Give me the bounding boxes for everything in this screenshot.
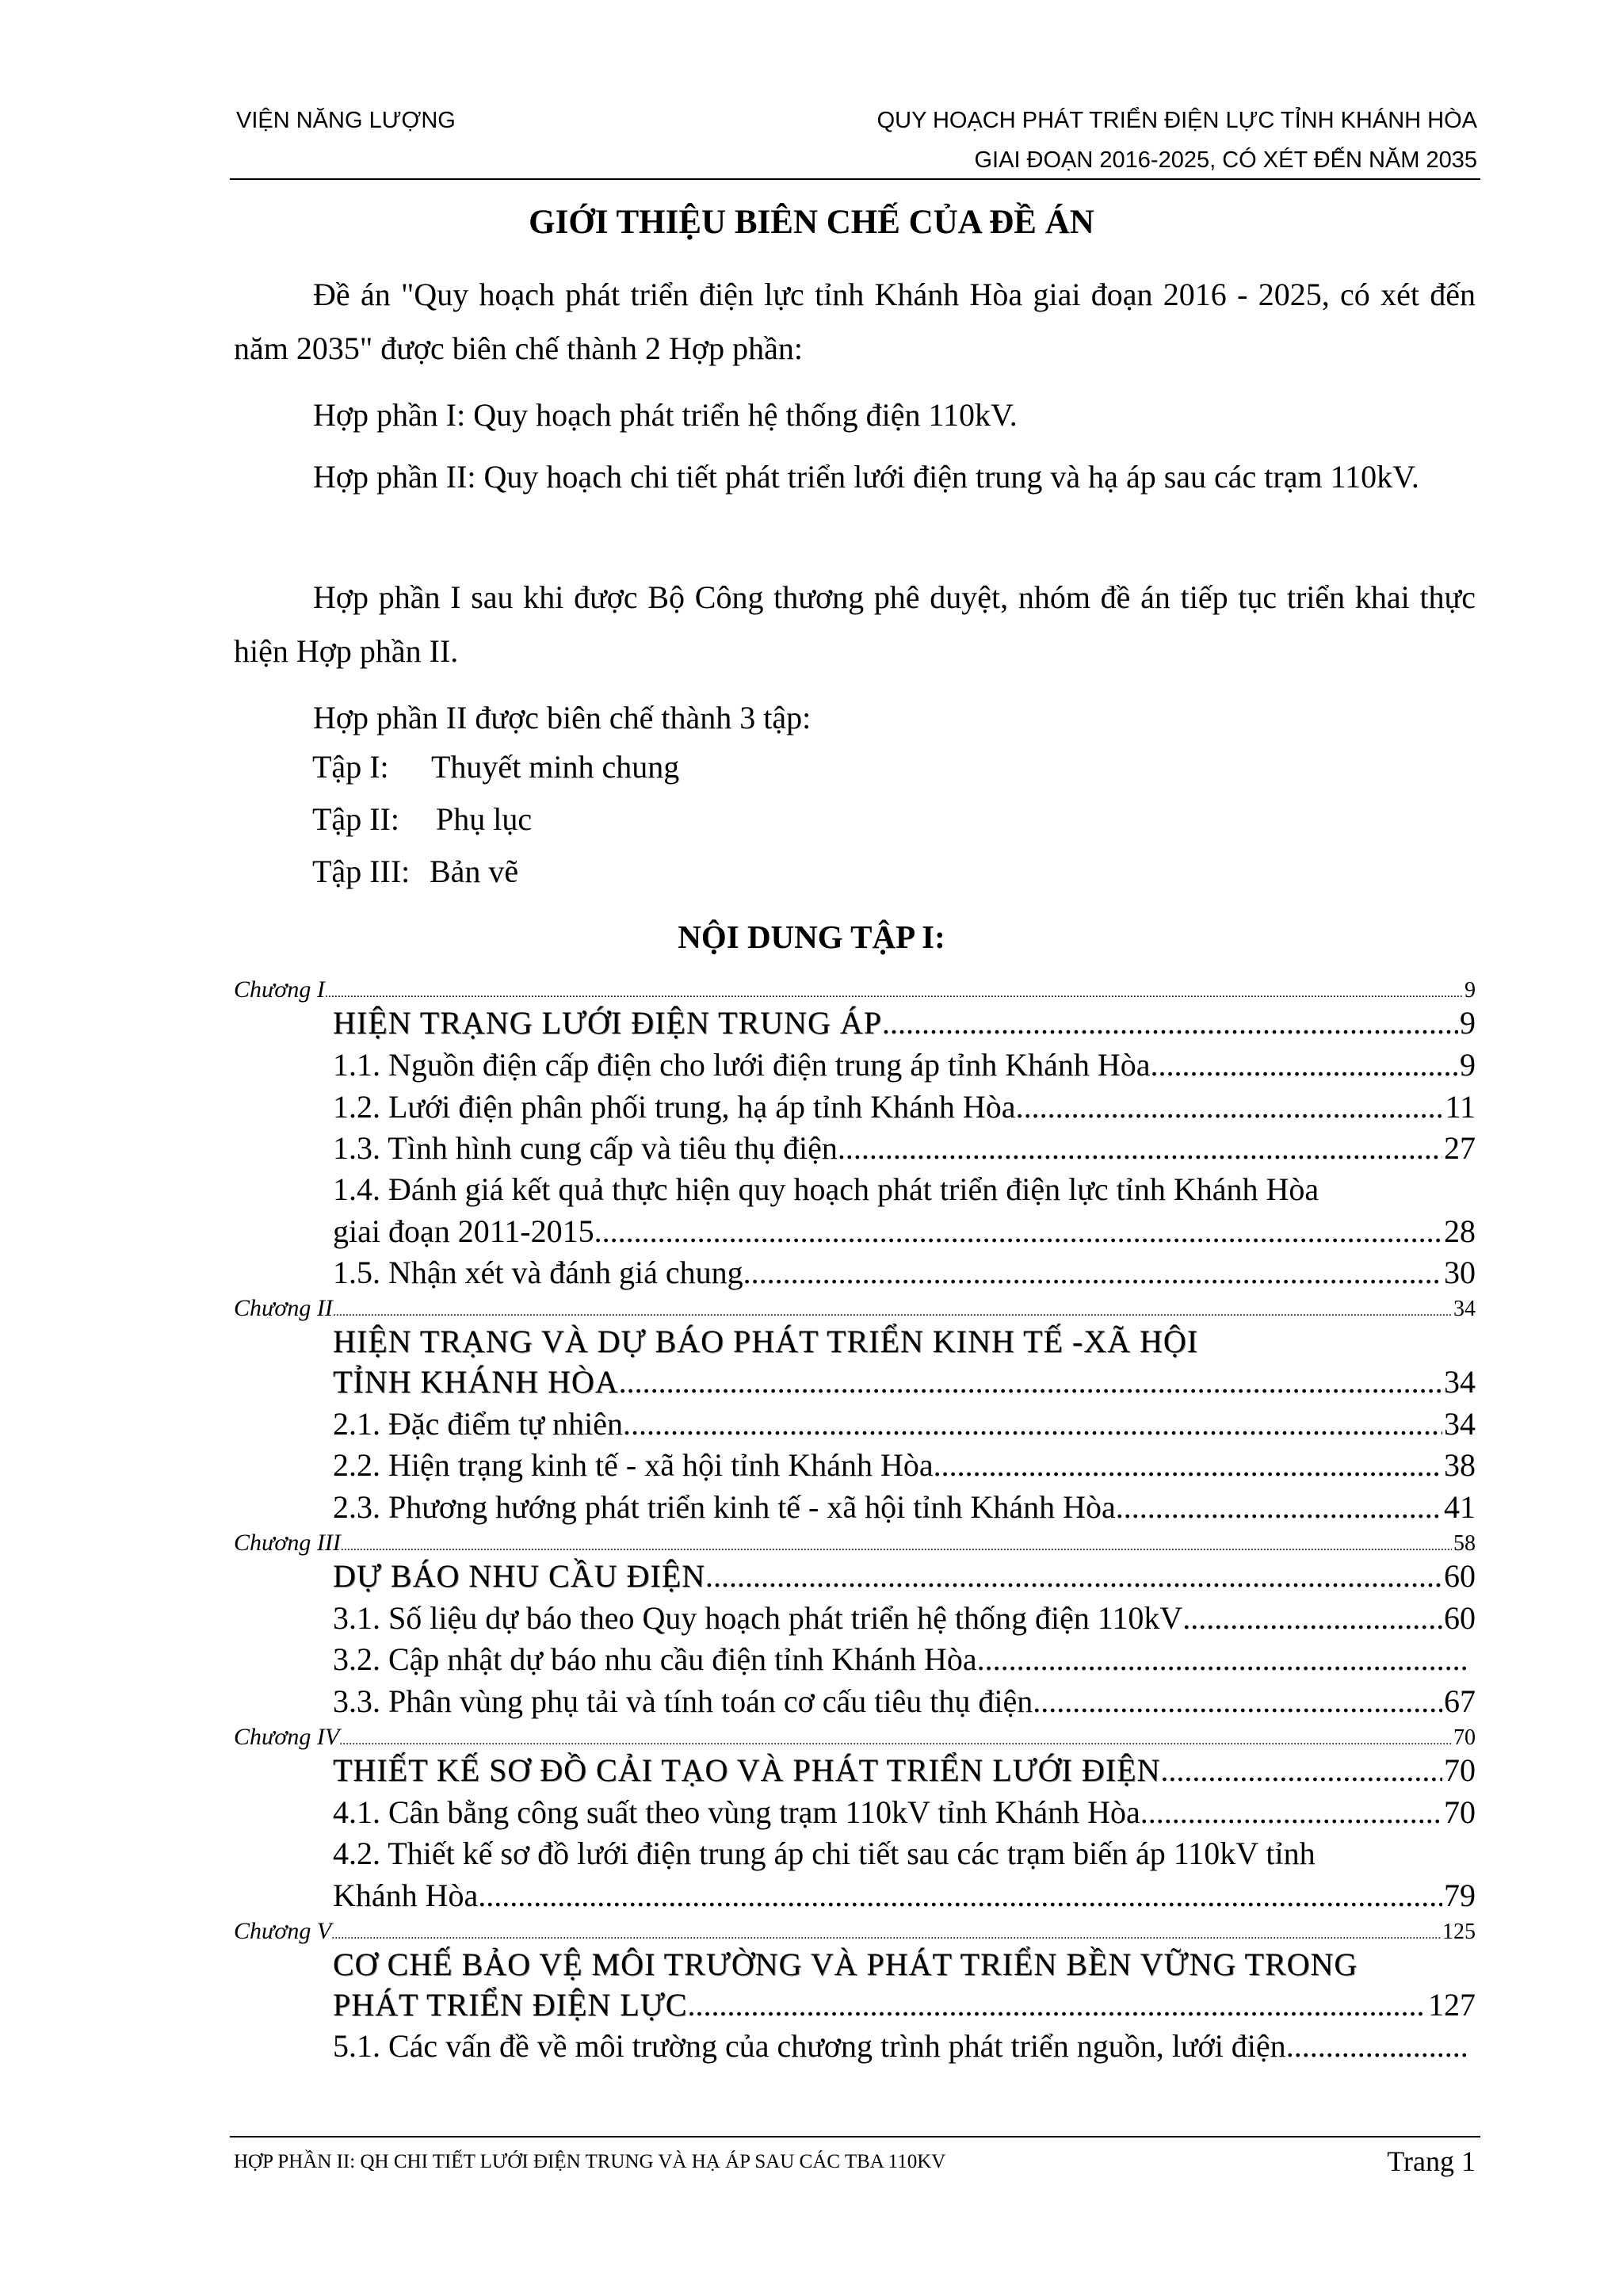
toc-chapter-heading[interactable]: PHÁT TRIỂN ĐIỆN LỰC ..... 127	[333, 1986, 1476, 2023]
header-institute: VIỆN NĂNG LƯỢNG	[236, 108, 456, 133]
toc-section[interactable]: 3.3. Phân vùng phụ tải và tính toán cơ cấu tiêu thụ điện ..... 67	[333, 1683, 1476, 1720]
toc-chapter[interactable]: Chương V ..... 125	[234, 1918, 1476, 1945]
toc-section[interactable]: 1.3. Tình hình cung cấp và tiêu thụ điện ..... 27	[333, 1129, 1476, 1167]
toc-chapter-heading-line[interactable]: HIỆN TRẠNG VÀ DỰ BÁO PHÁT TRIỂN KINH TẾ -XÃ HỘI	[333, 1324, 1199, 1359]
toc-section[interactable]: 2.3. Phương hướng phát triển kinh tế - xã hội tỉnh Khánh Hòa ..... 41	[333, 1488, 1476, 1526]
header-project-title: QUY HOẠCH PHÁT TRIỂN ĐIỆN LỰC TỈNH KHÁNH HÒA	[876, 108, 1477, 133]
toc-chapter-heading[interactable]: HIỆN TRẠNG LƯỚI ĐIỆN TRUNG ÁP ..... 9	[333, 1004, 1476, 1041]
toc-section[interactable]: giai đoạn 2011-2015 ..... 28	[333, 1213, 1476, 1250]
toc-section[interactable]: 1.2. Lưới điện phân phối trung, hạ áp tỉnh Khánh Hòa ..... 11	[333, 1088, 1476, 1125]
toc-chapter[interactable]: Chương II ..... 34	[234, 1295, 1476, 1322]
toc-section[interactable]: 3.1. Số liệu dự báo theo Quy hoạch phát triển hệ thống điện 110kV ..... 60	[333, 1599, 1476, 1637]
page-number: Trang 1	[1387, 2145, 1476, 2177]
toc-chapter[interactable]: Chương I ..... 9	[234, 976, 1476, 1003]
toc-section-line[interactable]: 1.4. Đánh giá kết quả thực hiện quy hoạch phát triển điện lực tỉnh Khánh Hòa	[333, 1171, 1319, 1207]
intro-paragraph-1: Đề án "Quy hoạch phát triển điện lực tỉnh Khánh Hòa giai đoạn 2016 - 2025, có xét đến năm 2035" được biên chế thành 2 Hợp phần:	[234, 277, 1476, 366]
toc-section[interactable]: 2.2. Hiện trạng kinh tế - xã hội tỉnh Khánh Hòa ..... 38	[333, 1446, 1476, 1484]
toc-title: NỘI DUNG TẬP I:	[678, 919, 945, 955]
volume-item: Tập III: Bản vẽ	[312, 854, 519, 889]
footer-component-title: HỢP PHẦN II: QH CHI TIẾT LƯỚI ĐIỆN TRUNG VÀ HẠ ÁP SAU CÁC TBA 110KV	[234, 2151, 946, 2172]
footer-rule	[230, 2136, 1480, 2137]
toc-section[interactable]: Khánh Hòa ..... 79	[333, 1877, 1476, 1914]
toc-chapter-heading[interactable]: THIẾT KẾ SƠ ĐỒ CẢI TẠO VÀ PHÁT TRIỂN LƯỚI ĐIỆN ..... 70	[333, 1752, 1476, 1789]
intro-paragraph-4: Hợp phần I sau khi được Bộ Công thương phê duyệt, nhóm đề án tiếp tục triển khai thực hiện Hợp phần II.	[234, 579, 1476, 669]
toc-section[interactable]: 2.1. Đặc điểm tự nhiên ..... 34	[333, 1405, 1476, 1442]
toc-chapter-heading[interactable]: TỈNH KHÁNH HÒA ..... 34	[333, 1363, 1476, 1400]
volume-item: Tập I: Thuyết minh chung	[312, 749, 680, 785]
page-title: GIỚI THIỆU BIÊN CHẾ CỦA ĐỀ ÁN	[529, 204, 1094, 241]
toc-section[interactable]: 3.2. Cập nhật dự báo nhu cầu điện tỉnh Khánh Hòa .....	[333, 1641, 1468, 1678]
toc-chapter-heading-line[interactable]: CƠ CHẾ BẢO VỆ MÔI TRƯỜNG VÀ PHÁT TRIỂN BỀN VỮNG TRONG	[333, 1946, 1358, 1982]
header-project-period: GIAI ĐOẠN 2016-2025, CÓ XÉT ĐẾN NĂM 2035	[974, 147, 1477, 173]
toc-section[interactable]: 4.1. Cân bằng công suất theo vùng trạm 110kV tỉnh Khánh Hòa ..... 70	[333, 1794, 1476, 1831]
toc-section[interactable]: 1.5. Nhận xét và đánh giá chung ..... 30	[333, 1254, 1476, 1291]
toc-chapter[interactable]: Chương III ..... 58	[234, 1530, 1476, 1557]
volume-item: Tập II: Phụ lục	[312, 801, 533, 837]
intro-paragraph-2: Hợp phần I: Quy hoạch phát triển hệ thống điện 110kV.	[313, 397, 1018, 433]
toc-section[interactable]: 1.1. Nguồn điện cấp điện cho lưới điện trung áp tỉnh Khánh Hòa ..... 9	[333, 1046, 1476, 1083]
toc-section-line[interactable]: 4.2. Thiết kế sơ đồ lưới điện trung áp chi tiết sau các trạm biến áp 110kV tỉnh	[333, 1836, 1316, 1871]
toc-chapter[interactable]: Chương IV ..... 70	[234, 1724, 1476, 1751]
toc-section[interactable]: 5.1. Các vấn đề về môi trường của chương trình phát triển nguồn, lưới điện .....	[333, 2027, 1468, 2065]
toc-chapter-heading[interactable]: DỰ BÁO NHU CẦU ĐIỆN ..... 60	[333, 1557, 1476, 1595]
intro-paragraph-3: Hợp phần II: Quy hoạch chi tiết phát triển lưới điện trung và hạ áp sau các trạm 110kV.	[313, 459, 1419, 495]
intro-paragraph-5: Hợp phần II được biên chế thành 3 tập:	[313, 700, 812, 735]
header-rule	[230, 178, 1480, 180]
